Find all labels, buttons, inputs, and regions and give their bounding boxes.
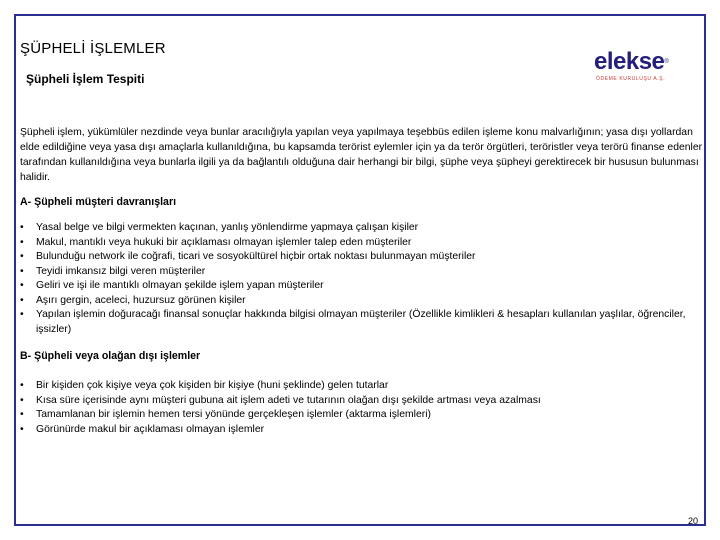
list-item: • Görünürde makul bir açıklaması olmayan işlemler — [20, 423, 700, 438]
page-subtitle: Şüpheli İşlem Tespiti — [26, 72, 145, 86]
page-title: ŞÜPHELİ İŞLEMLER — [20, 40, 166, 57]
bullet-icon: • — [20, 423, 24, 435]
section-a-heading: A- Şüpheli müşteri davranışları — [20, 196, 177, 208]
section-b-heading: B- Şüpheli veya olağan dışı işlemler — [20, 350, 201, 362]
list-item: • Kısa süre içerisinde aynı müşteri gubuna ait işlem adeti ve tutarının olağan dışı şekilde artması veya azalması — [20, 394, 700, 409]
bullet-icon: • — [20, 251, 24, 262]
list-item: • Yasal belge ve bilgi vermekten kaçınan, yanlış yönlendirme yapmaya çalışan kişiler — [20, 221, 700, 236]
bullet-icon: • — [20, 294, 24, 306]
page-number: 20 — [688, 516, 699, 526]
logo-word-text: elekse — [594, 48, 665, 75]
list-item: • Makul, mantıklı veya hukuki bir açıklaması olmayan işlemler talep eden müşteriler — [20, 236, 700, 251]
bullet-icon: • — [20, 222, 24, 233]
list-item: • Teyidi imkansız bilgi veren müşteriler — [20, 265, 700, 280]
bullet-icon: • — [20, 236, 24, 248]
list-item: • Bulunduğu network ile coğrafi, ticari ve sosyokültürel hiçbir ortak noktası bulunmayan müşteriler — [20, 250, 700, 265]
list-item: • Geliri ve işi ile mantıklı olmayan şekilde işlem yapan müşteriler — [20, 279, 700, 294]
section-b-list — [20, 379, 700, 437]
list-item: • Aşırı gergin, aceleci, huzursuz görünen kişiler — [20, 294, 700, 309]
intro-paragraph: Şüpheli işlem, yükümlüler nezdinde veya bunlar aracılığıyla yapılan veya yapılmaya teşebbüs edilen işleme konu malvarlığının; yasa dışı yollardan elde edildiğine veya yasa dışı amaçlarla kullanıldığına, bu kapsamda terörist eylemler için ya da terör örgütleri, teröristler veya terörü finanse edenler tarafından kullanıldığına veya bunlarla ilgili ya da bağlantılı olduğuna dair herhangi bir bilgi, şüphe veya şüpheyi gerektirecek bir hususun bulunması halidir. — [20, 127, 703, 183]
logo-tagline: ÖDEME KURULUŞU A.Ş. — [596, 76, 666, 82]
list-item: • Yapılan işlemin doğuracağı finansal sonuçlar hakkında bilgisi olmayan müşteriler (Özellikle kimlikleri & hesapları kullanılan yaşlılar, öğrenciler, işsizler) — [20, 309, 686, 335]
logo-wordmark — [594, 50, 668, 74]
list-item: • Tamamlanan bir işlemin hemen tersi yönünde gerçekleşen işlemler (aktarma işlemleri) — [20, 408, 700, 423]
bullet-icon: • — [20, 280, 24, 291]
bullet-icon: • — [20, 394, 24, 406]
bullet-icon: • — [20, 409, 24, 420]
bullet-icon: • — [20, 380, 24, 391]
registered-mark: ® — [664, 59, 669, 65]
bullet-icon: • — [20, 265, 24, 277]
section-a-list — [20, 221, 700, 337]
elekse-logo — [594, 50, 674, 86]
bullet-icon: • — [20, 309, 24, 320]
list-item: • Bir kişiden çok kişiye veya çok kişiden bir kişiye (huni şeklinde) gelen tutarlar — [20, 379, 700, 394]
